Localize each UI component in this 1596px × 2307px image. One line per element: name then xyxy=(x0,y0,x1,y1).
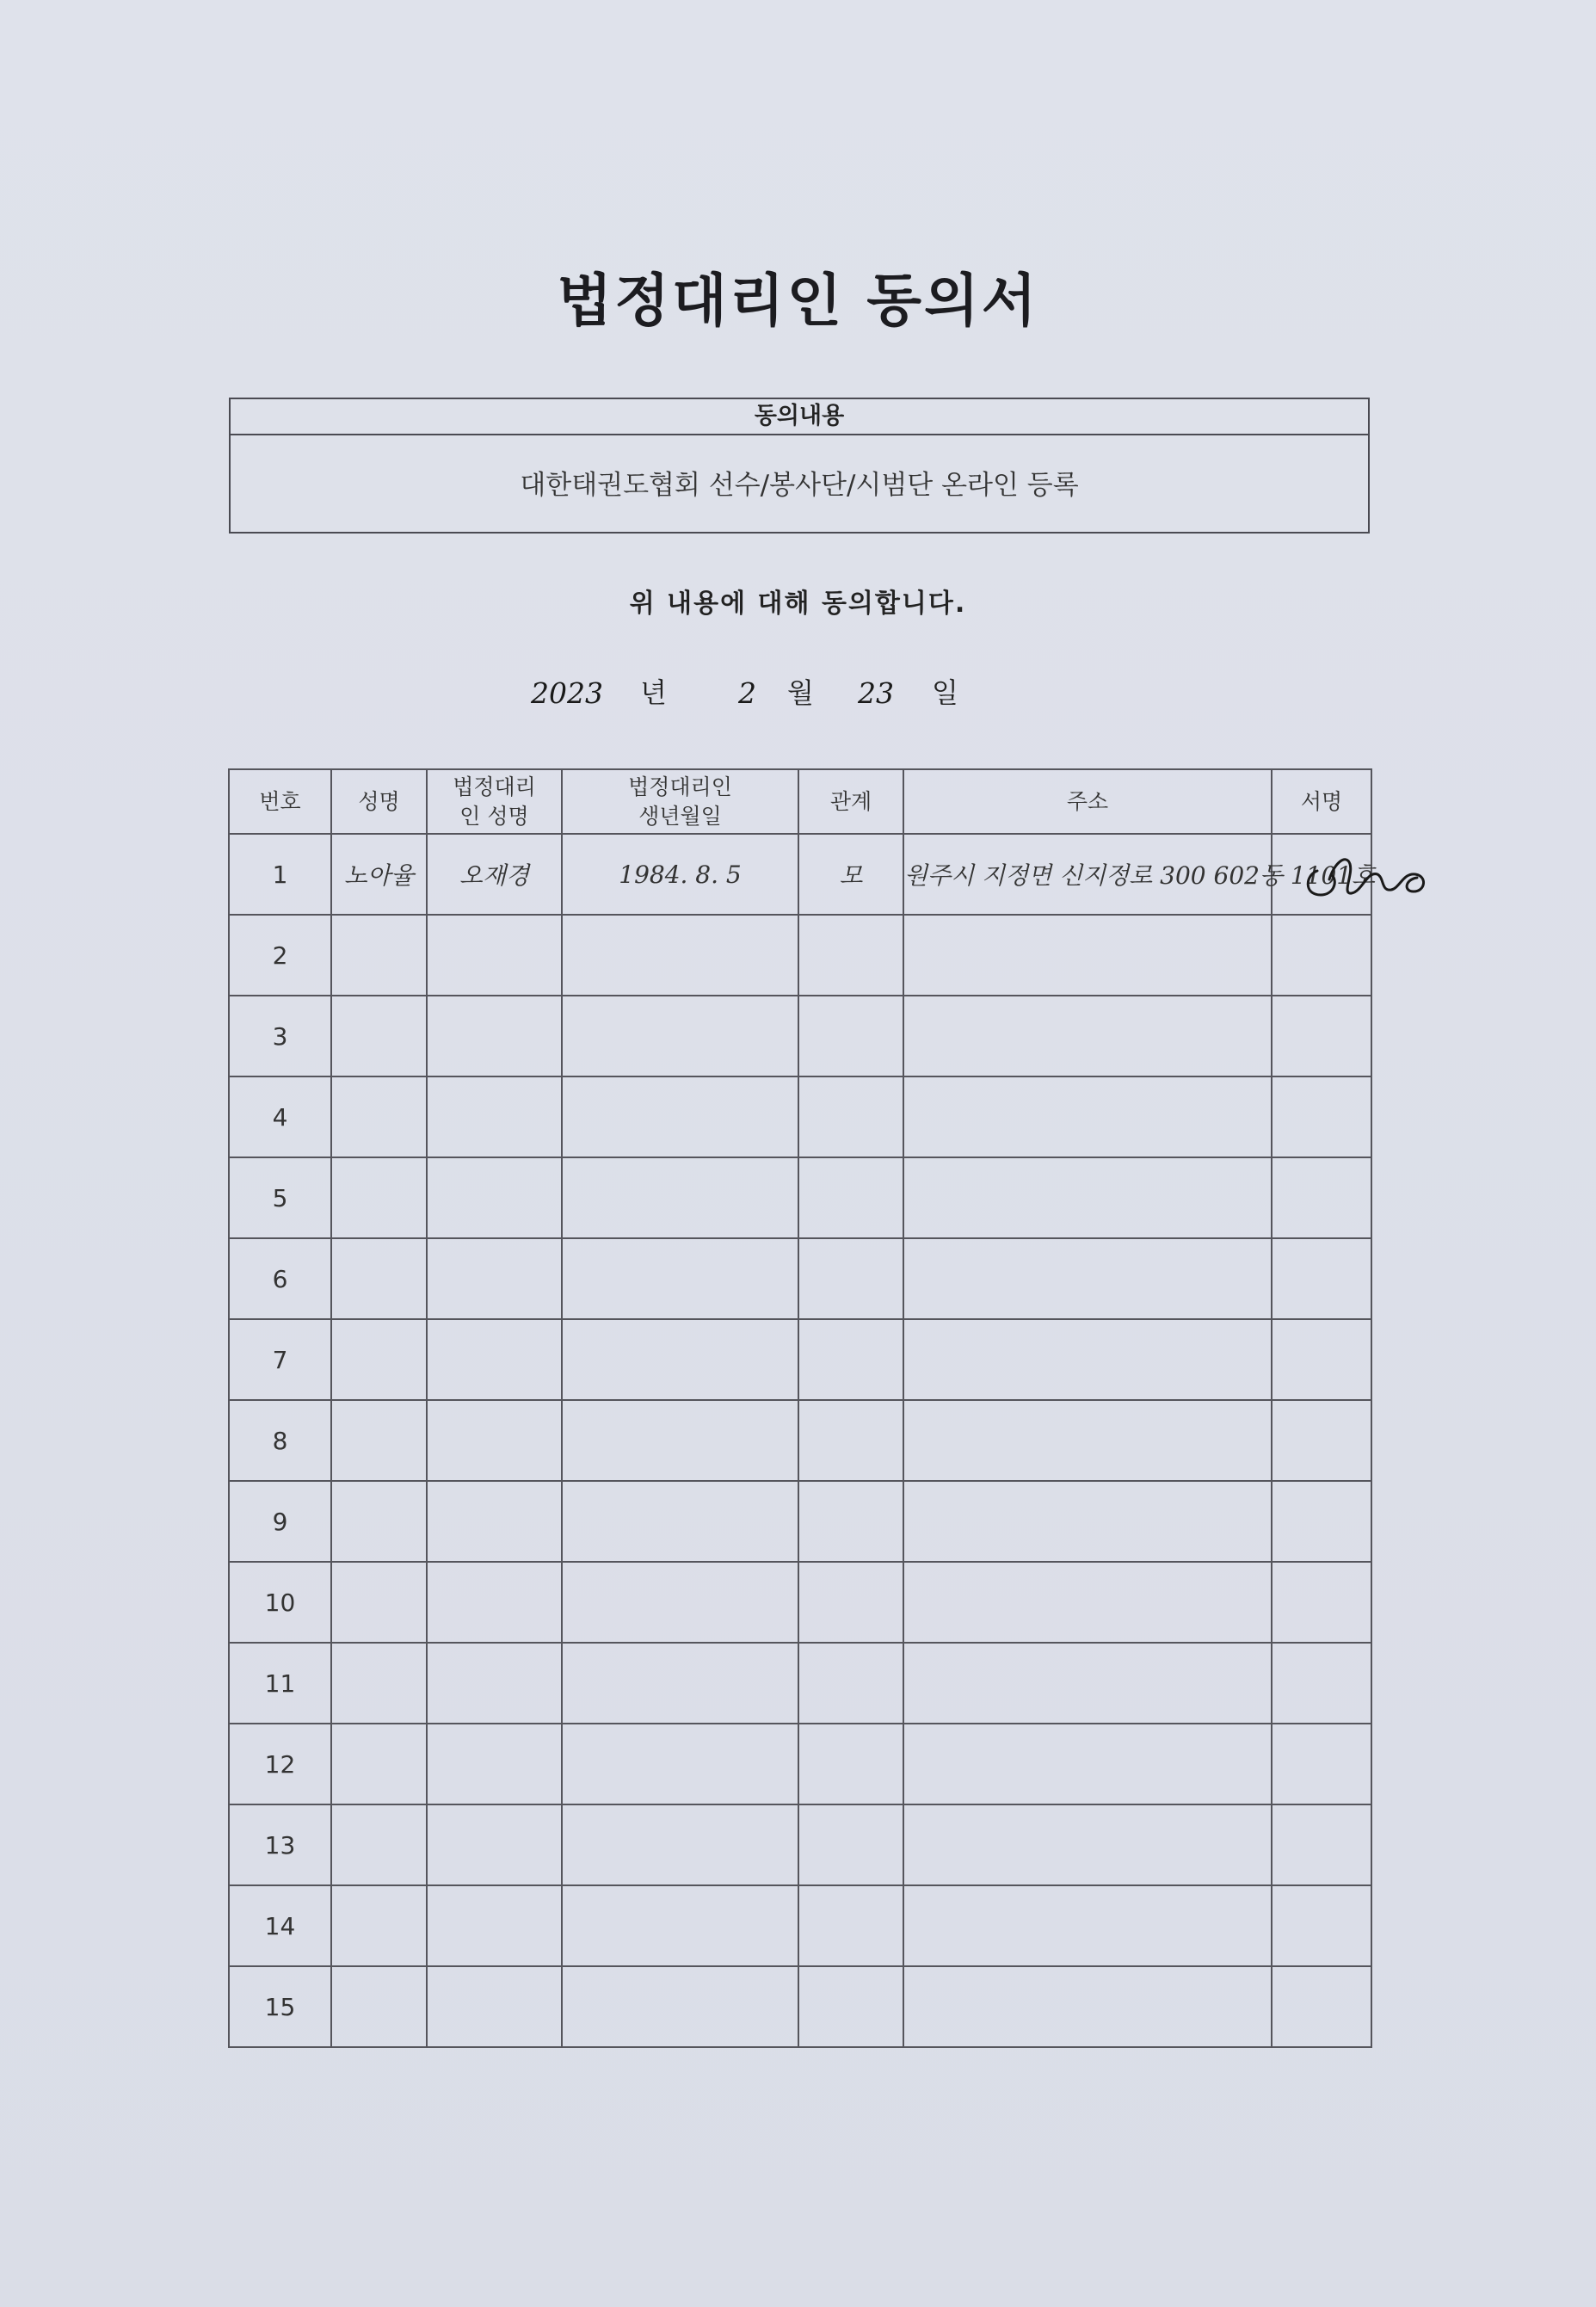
empty-cell xyxy=(427,1157,562,1238)
header-guardian-birth xyxy=(562,769,798,834)
empty-cell xyxy=(427,1319,562,1400)
row-guardian-name: 오재경 xyxy=(427,834,562,915)
empty-cell xyxy=(427,1724,562,1804)
empty-cell xyxy=(427,1562,562,1643)
empty-cell xyxy=(903,1885,1272,1966)
empty-cell xyxy=(798,1643,903,1724)
empty-cell xyxy=(562,1885,798,1966)
empty-cell xyxy=(331,1966,427,2047)
date-month-label: 월 xyxy=(787,676,814,709)
table-row xyxy=(229,1238,1371,1319)
empty-cell xyxy=(903,1400,1272,1481)
empty-cell xyxy=(903,1157,1272,1238)
empty-cell xyxy=(903,915,1272,996)
empty-cell xyxy=(427,915,562,996)
header-address: 주소 xyxy=(903,769,1272,834)
empty-cell xyxy=(1272,1562,1371,1643)
table-row xyxy=(229,1319,1371,1400)
empty-cell xyxy=(798,915,903,996)
table-row xyxy=(229,1885,1371,1966)
empty-cell xyxy=(427,1238,562,1319)
empty-cell xyxy=(1272,1643,1371,1724)
empty-cell xyxy=(331,1724,427,1804)
header-guardian-name-text: 법정대리인 성명 xyxy=(453,774,536,829)
empty-cell xyxy=(562,1157,798,1238)
row-signature xyxy=(1272,834,1371,915)
empty-cell xyxy=(798,1885,903,1966)
empty-cell xyxy=(331,915,427,996)
header-relation: 관계 xyxy=(798,769,903,834)
empty-cell xyxy=(562,1804,798,1885)
table-row xyxy=(229,1481,1371,1562)
empty-cell xyxy=(1272,1966,1371,2047)
empty-cell xyxy=(1272,1804,1371,1885)
empty-cell xyxy=(1272,1076,1371,1157)
header-no: 번호 xyxy=(229,769,331,834)
empty-cell xyxy=(331,1319,427,1400)
empty-cell xyxy=(331,1643,427,1724)
row-no: 12 xyxy=(229,1724,331,1804)
table-row xyxy=(229,1076,1371,1157)
empty-cell xyxy=(331,1804,427,1885)
row-name: 노아율 xyxy=(331,834,427,915)
table-row xyxy=(229,1400,1371,1481)
date-day-label: 일 xyxy=(932,676,958,709)
empty-cell xyxy=(903,1643,1272,1724)
empty-cell xyxy=(427,1400,562,1481)
empty-cell xyxy=(562,1562,798,1643)
table-row xyxy=(229,1724,1371,1804)
empty-cell xyxy=(903,1238,1272,1319)
table-row xyxy=(229,1562,1371,1643)
empty-cell xyxy=(798,1481,903,1562)
empty-cell xyxy=(903,1804,1272,1885)
row-no: 8 xyxy=(229,1400,331,1481)
date-year: 2023 xyxy=(531,676,603,710)
empty-cell xyxy=(1272,1481,1371,1562)
row-guardian-birth: 1984. 8. 5 xyxy=(562,834,798,915)
empty-cell xyxy=(903,1966,1272,2047)
empty-cell xyxy=(427,1643,562,1724)
empty-cell xyxy=(1272,915,1371,996)
table-row xyxy=(229,1643,1371,1724)
empty-cell xyxy=(562,1319,798,1400)
row-no: 7 xyxy=(229,1319,331,1400)
empty-cell xyxy=(427,996,562,1076)
empty-cell xyxy=(331,1562,427,1643)
table-row xyxy=(229,1966,1371,2047)
empty-cell xyxy=(427,1481,562,1562)
table-header-row xyxy=(229,769,1371,834)
row-no: 14 xyxy=(229,1885,331,1966)
table-row xyxy=(229,834,1371,915)
empty-cell xyxy=(562,1643,798,1724)
header-guardian-name xyxy=(427,769,562,834)
empty-cell xyxy=(903,1481,1272,1562)
header-name: 성명 xyxy=(331,769,427,834)
empty-cell xyxy=(1272,996,1371,1076)
row-no: 10 xyxy=(229,1562,331,1643)
empty-cell xyxy=(562,1238,798,1319)
empty-cell xyxy=(798,1319,903,1400)
consent-box xyxy=(229,398,1370,534)
table-row xyxy=(229,1804,1371,1885)
header-signature: 서명 xyxy=(1272,769,1371,834)
empty-cell xyxy=(427,1076,562,1157)
consent-content: 대한태권도협회 선수/봉사단/시범단 온라인 등록 xyxy=(520,470,1079,501)
empty-cell xyxy=(798,996,903,1076)
row-no: 1 xyxy=(229,834,331,915)
empty-cell xyxy=(798,1157,903,1238)
empty-cell xyxy=(331,996,427,1076)
empty-cell xyxy=(798,1724,903,1804)
date-month: 2 xyxy=(738,676,756,710)
empty-cell xyxy=(562,1966,798,2047)
empty-cell xyxy=(562,1724,798,1804)
empty-cell xyxy=(903,1724,1272,1804)
empty-cell xyxy=(903,1562,1272,1643)
row-address: 원주시 지정면 신지정로 300 602동 1101호 xyxy=(903,834,1272,915)
empty-cell xyxy=(562,1076,798,1157)
empty-cell xyxy=(331,1157,427,1238)
empty-cell xyxy=(1272,1319,1371,1400)
empty-cell xyxy=(1272,1724,1371,1804)
empty-cell xyxy=(331,1885,427,1966)
empty-cell xyxy=(562,996,798,1076)
empty-cell xyxy=(331,1400,427,1481)
handwritten-signature-icon xyxy=(1298,845,1436,905)
empty-cell xyxy=(903,1319,1272,1400)
row-no: 3 xyxy=(229,996,331,1076)
empty-cell xyxy=(798,1562,903,1643)
table-row xyxy=(229,1157,1371,1238)
empty-cell xyxy=(562,915,798,996)
row-no: 9 xyxy=(229,1481,331,1562)
guardian-roster-table xyxy=(228,768,1376,2048)
empty-cell xyxy=(903,996,1272,1076)
empty-cell xyxy=(427,1966,562,2047)
empty-cell xyxy=(331,1076,427,1157)
empty-cell xyxy=(1272,1238,1371,1319)
empty-cell xyxy=(798,1238,903,1319)
empty-cell xyxy=(562,1481,798,1562)
date-year-label: 년 xyxy=(640,676,667,709)
empty-cell xyxy=(427,1804,562,1885)
empty-cell xyxy=(331,1481,427,1562)
empty-cell xyxy=(798,1966,903,2047)
empty-cell xyxy=(798,1804,903,1885)
consent-header: 동의내용 xyxy=(231,399,1368,435)
empty-cell xyxy=(1272,1400,1371,1481)
row-no: 13 xyxy=(229,1804,331,1885)
empty-cell xyxy=(1272,1885,1371,1966)
date-day: 23 xyxy=(858,676,894,710)
empty-cell xyxy=(427,1885,562,1966)
agreement-statement: 위 내용에 대해 동의합니다. xyxy=(629,589,967,619)
empty-cell xyxy=(903,1076,1272,1157)
row-no: 4 xyxy=(229,1076,331,1157)
header-guardian-birth-text: 법정대리인 생년월일 xyxy=(628,774,732,829)
row-no: 5 xyxy=(229,1157,331,1238)
date-row xyxy=(0,671,1596,714)
row-relation: 모 xyxy=(798,834,903,915)
document-title: 법정대리인 동의서 xyxy=(557,268,1039,334)
row-no: 11 xyxy=(229,1643,331,1724)
empty-cell xyxy=(1272,1157,1371,1238)
row-no: 2 xyxy=(229,915,331,996)
empty-cell xyxy=(798,1400,903,1481)
empty-cell xyxy=(331,1238,427,1319)
row-no: 6 xyxy=(229,1238,331,1319)
empty-cell xyxy=(562,1400,798,1481)
empty-cell xyxy=(798,1076,903,1157)
table-row xyxy=(229,915,1371,996)
table-row xyxy=(229,996,1371,1076)
row-no: 15 xyxy=(229,1966,331,2047)
